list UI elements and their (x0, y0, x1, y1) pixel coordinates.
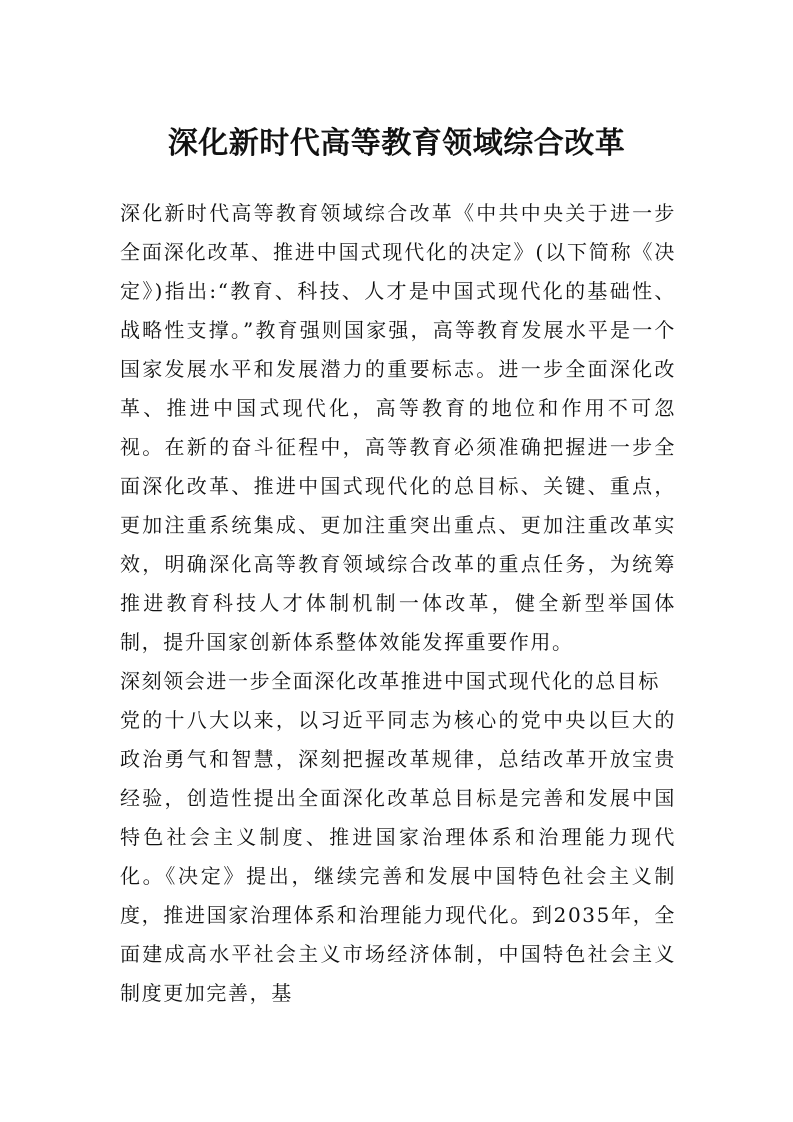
paragraph-intro: 深化新时代高等教育领域综合改革《中共中央关于进一步全面深化改革、推进中国式现代化的决定》(以下简称《决定》)指出:“教育、科技、人才是中国式现代化的基础性、战略性支撑。”教育强则国家强，高等教育发展水平是一个国家发展水平和发展潜力的重要标志。进一步全面深化改革、推进中国式现代化，高等教育的地位和作用不可忽视。在新的奋斗征程中，高等教育必须准确把握进一步全面深化改革、推进中国式现代化的总目标、关键、重点，更加注重系统集成、更加注重突出重点、更加注重改革实效，明确深化高等教育领域综合改革的重点任务，为统筹推进教育科技人才体制机制一体改革，健全新型举国体制，提升国家创新体系整体效能发挥重要作用。 (120, 201, 676, 654)
document-body (120, 194, 676, 1013)
section-heading: 深刻领会进一步全面深化改革推进中国式现代化的总目标 (120, 669, 660, 693)
document-title: 深化新时代高等教育领域综合改革 (167, 126, 626, 161)
paragraph-section: 党的十八大以来，以习近平同志为核心的党中央以巨大的政治勇气和智慧，深刻把握改革规律，总结改革开放宝贵经验，创造性提出全面深化改革总目标是完善和发展中国特色社会主义制度、推进国家治理体系和治理能力现代化。《决定》提出，继续完善和发展中国特色社会主义制度，推进国家治理体系和治理能力现代化。到2035年，全面建成高水平社会主义市场经济体制，中国特色社会主义制度更加完善，基 (120, 708, 676, 1005)
